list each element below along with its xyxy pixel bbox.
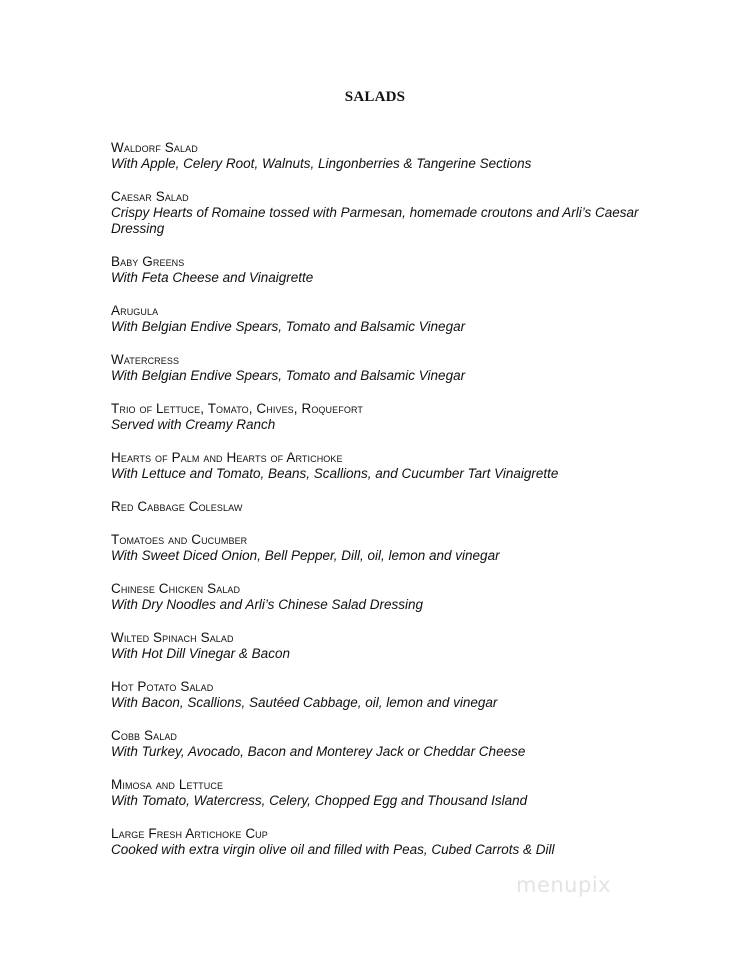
menu-item-name: Baby Greens [111,254,185,269]
menu-item-name: Red Cabbage Coleslaw [111,499,243,514]
menu-item-description: With Apple, Celery Root, Walnuts, Lingonberries & Tangerine Sections [111,156,532,171]
menu-item [111,254,671,286]
menu-item [111,532,671,564]
menu-item-description: With Feta Cheese and Vinaigrette [111,270,314,285]
menu-item [111,777,671,809]
menu-item-name: Chinese Chicken Salad [111,581,241,596]
menu-item-description: With Sweet Diced Onion, Bell Pepper, Dill, oil, lemon and vinegar [111,548,500,563]
menu-item-name: Waldorf Salad [111,140,198,155]
menu-item-name: Arugula [111,303,159,318]
salad-list [111,140,671,858]
menu-item-description: With Turkey, Avocado, Bacon and Monterey Jack or Cheddar Cheese [111,744,526,759]
menu-item [111,679,671,711]
menu-item-description: With Tomato, Watercress, Celery, Chopped Egg and Thousand Island [111,793,528,808]
menu-item [111,352,671,384]
menu-item-description: With Bacon, Scallions, Sautéed Cabbage, oil, lemon and vinegar [111,695,498,710]
menu-item-name: Tomatoes and Cucumber [111,532,248,547]
menu-item [111,581,671,613]
menu-item-description: With Lettuce and Tomato, Beans, Scallions, and Cucumber Tart Vinaigrette [111,466,559,481]
menu-item-description: With Belgian Endive Spears, Tomato and Balsamic Vinegar [111,319,466,334]
menu-item-name: Hearts of Palm and Hearts of Artichoke [111,450,343,465]
menu-item-description: With Belgian Endive Spears, Tomato and Balsamic Vinegar [111,368,466,383]
menu-item [111,450,671,482]
page-title: SALADS [344,89,406,105]
menu-item [111,140,671,172]
menu-item-name: Caesar Salad [111,189,189,204]
menu-item [111,499,671,515]
menu-item-description: Crispy Hearts of Romaine tossed with Parmesan, homemade croutons and Arli’s Caesar Dressing [111,205,639,236]
menu-item-name: Trio of Lettuce, Tomato, Chives, Roquefort [111,401,363,416]
menu-item-description: Served with Creamy Ranch [111,417,276,432]
menu-item-name: Watercress [111,352,180,367]
menu-item-description: With Dry Noodles and Arli’s Chinese Salad Dressing [111,597,424,612]
menu-item-name: Wilted Spinach Salad [111,630,234,645]
menupix-watermark: menupix [516,873,612,897]
menu-item-name: Mimosa and Lettuce [111,777,224,792]
menu-item [111,630,671,662]
menu-item-name: Hot Potato Salad [111,679,214,694]
menu-item-description: With Hot Dill Vinegar & Bacon [111,646,290,661]
menu-item-name: Large Fresh Artichoke Cup [111,826,268,841]
menu-item [111,728,671,760]
menu-item [111,189,671,237]
menu-item [111,826,671,858]
menu-item-name: Cobb Salad [111,728,178,743]
menu-item-description: Cooked with extra virgin olive oil and filled with Peas, Cubed Carrots & Dill [111,842,555,857]
menu-item [111,303,671,335]
menu-item [111,401,671,433]
